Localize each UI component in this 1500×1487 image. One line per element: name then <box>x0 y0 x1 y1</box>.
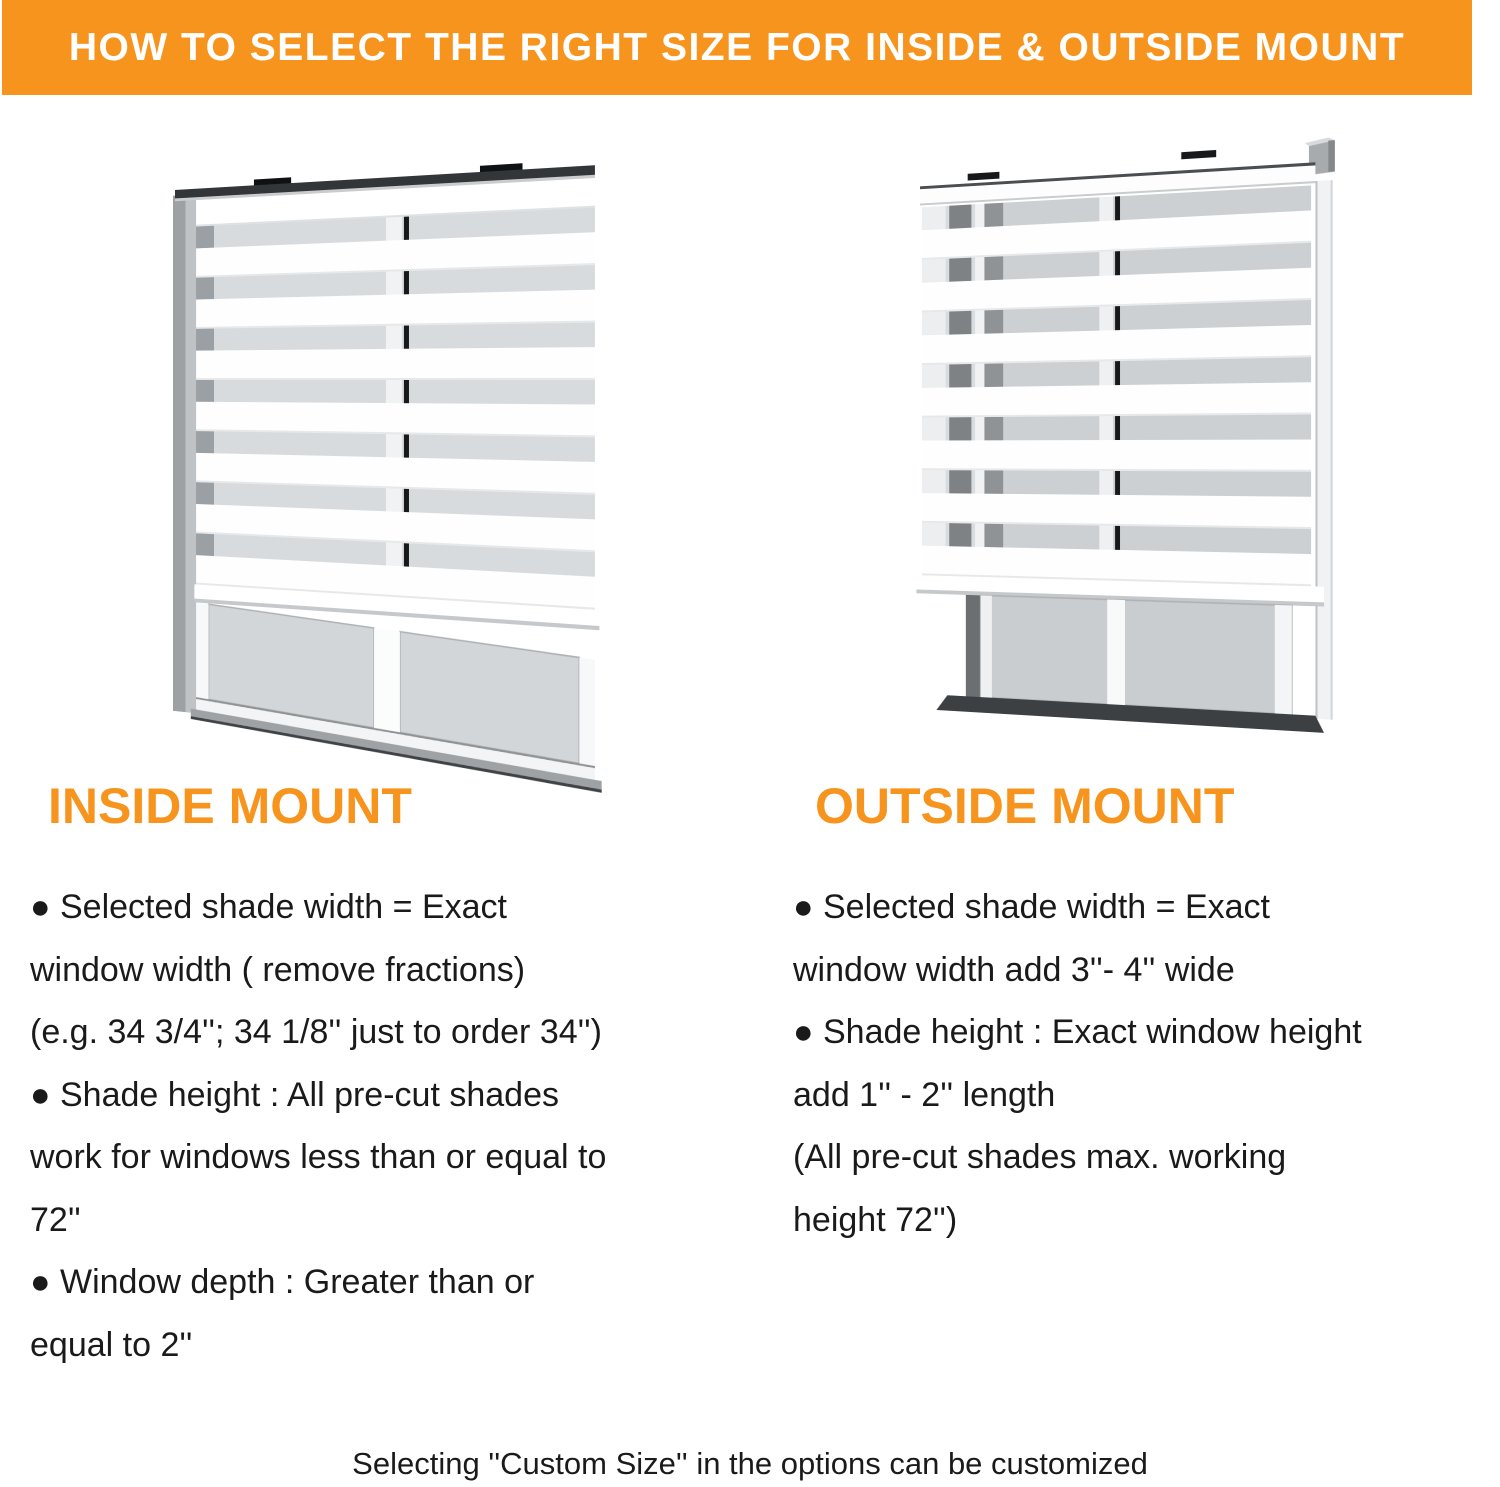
custom-size-note: Selecting ''Custom Size'' in the options can be customized <box>352 1446 1148 1481</box>
inside-mount-notes <box>30 876 740 1376</box>
note-line: equal to 2'' <box>30 1325 193 1364</box>
title-banner <box>2 0 1472 95</box>
outside-mount-illustration <box>915 135 1353 744</box>
window-jamb <box>173 194 196 713</box>
inside-mount-illustration <box>173 143 610 800</box>
note-line: window width add 3''- 4'' wide <box>793 950 1235 989</box>
note-line: add 1'' - 2'' length <box>793 1075 1056 1114</box>
window-frame <box>936 594 1324 733</box>
note-line: ● Window depth : Greater than or <box>30 1263 535 1301</box>
note-line: ● Shade height : All pre-cut shades <box>30 1075 559 1114</box>
zebra-stripes <box>196 208 595 610</box>
note-line: ● Selected shade width = Exact <box>30 888 507 926</box>
note-line: height 72'') <box>793 1200 958 1239</box>
note-line: ● Selected shade width = Exact <box>793 888 1270 926</box>
inside-mount-window-svg <box>173 143 610 800</box>
outside-mount-notes <box>793 876 1500 1251</box>
note-line: (All pre-cut shades max. working <box>793 1138 1287 1176</box>
inside-mount-heading: INSIDE MOUNT <box>48 778 412 834</box>
wall-side-rail <box>1315 180 1332 720</box>
zebra-stripes <box>922 185 1311 586</box>
note-line: ● Shade height : Exact window height <box>793 1013 1362 1051</box>
page-title: HOW TO SELECT THE RIGHT SIZE FOR INSIDE & OUTSIDE MOUNT <box>68 25 1406 69</box>
note-line: window width ( remove fractions) <box>30 950 526 989</box>
note-line: 72'' <box>30 1200 81 1239</box>
outside-mount-window-svg <box>915 135 1353 744</box>
outside-mount-heading: OUTSIDE MOUNT <box>815 778 1235 834</box>
window-frame <box>191 602 602 793</box>
note-line: (e.g. 34 3/4''; 34 1/8'' just to order 34'') <box>30 1013 602 1051</box>
note-line: work for windows less than or equal to <box>30 1138 607 1176</box>
